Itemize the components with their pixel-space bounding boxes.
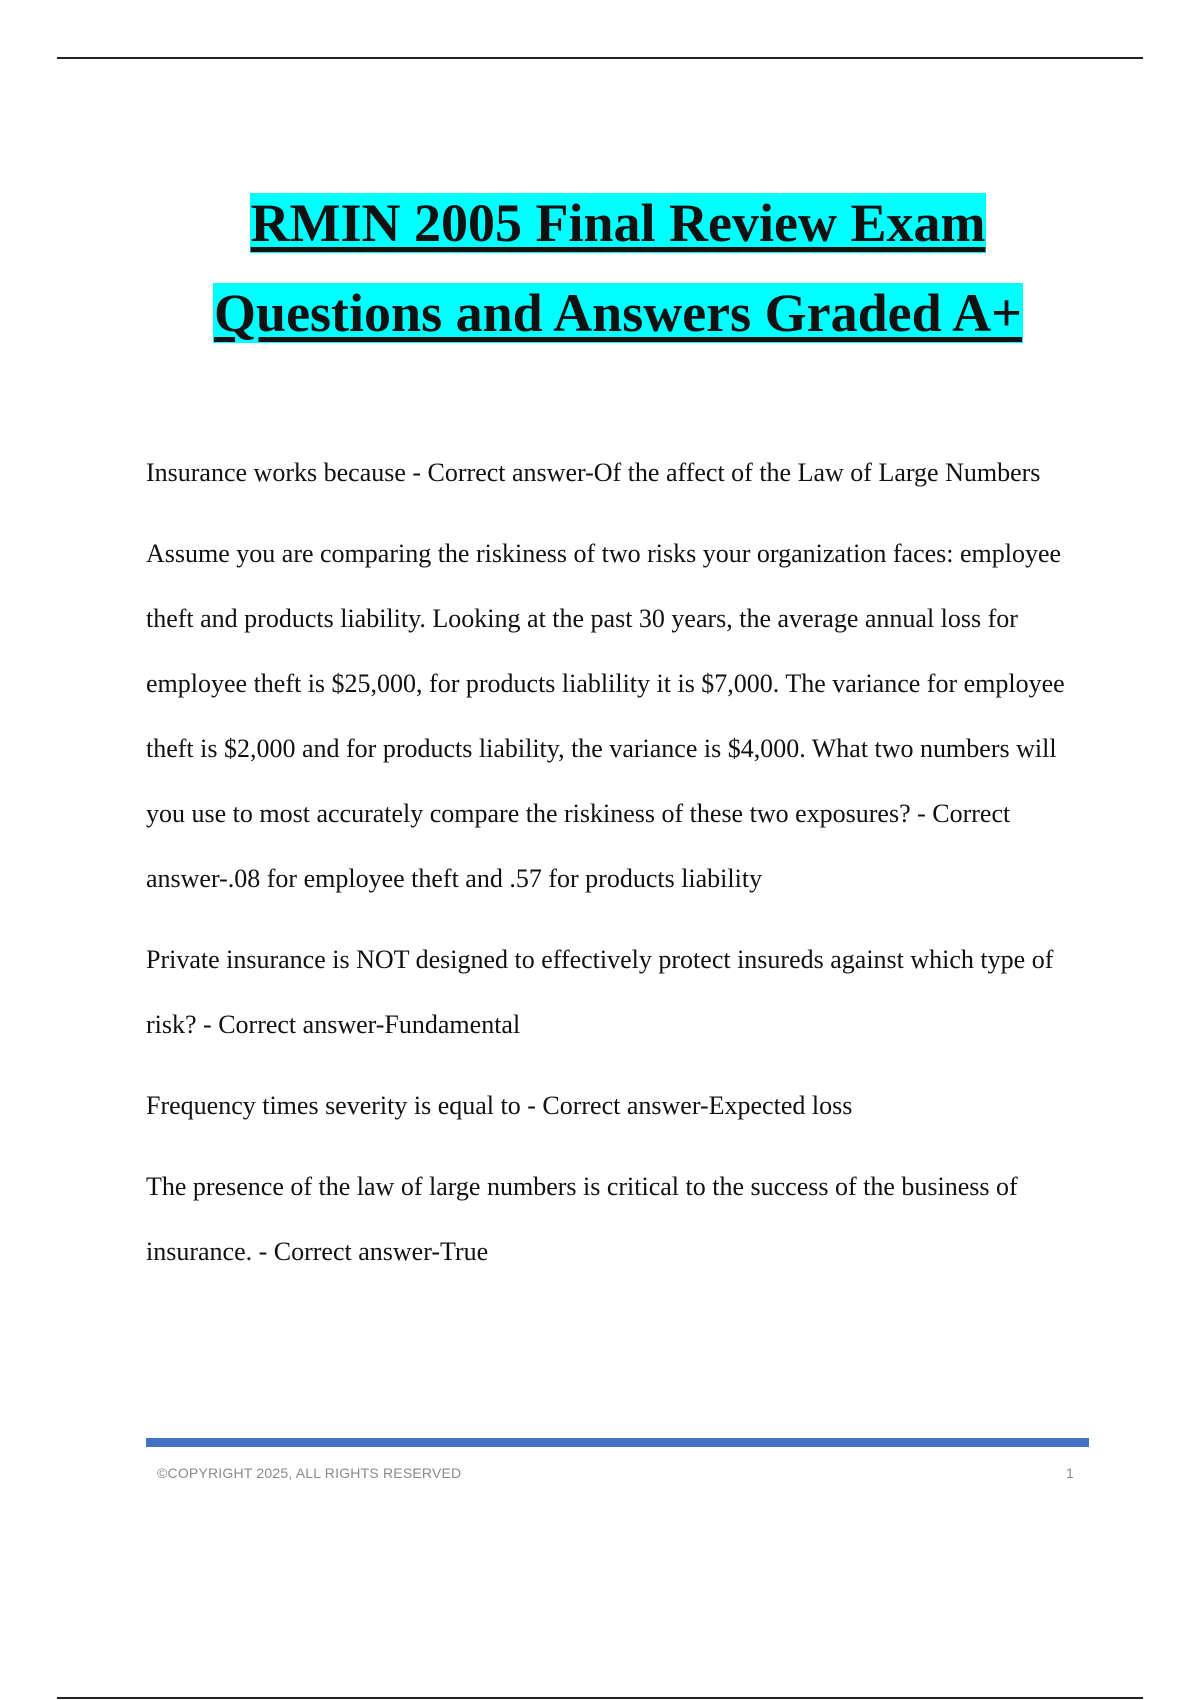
footer-copyright: ©COPYRIGHT 2025, ALL RIGHTS RESERVED: [157, 1465, 462, 1481]
qa-list: [146, 440, 1096, 1300]
footer-bar: [146, 1438, 1089, 1447]
footer-page-number: 1: [1066, 1465, 1074, 1481]
qa-entry-4: Frequency times severity is equal to - Correct answer-Expected loss: [146, 1091, 853, 1120]
title-line-2-text: Questions and Answers Graded A+: [214, 283, 1022, 343]
document-title: [0, 178, 1200, 358]
title-line-1: [0, 178, 1200, 268]
title-line-2: [0, 268, 1200, 358]
qa-entry-3: Private insurance is NOT designed to effectively protect insureds against which type of risk? - Correct answer-Fundamental: [146, 945, 1054, 1039]
bottom-page-rule: [57, 1697, 1143, 1699]
qa-entry-1: Insurance works because - Correct answer-Of the affect of the Law of Large Numbers: [146, 458, 1041, 487]
top-page-rule: [57, 57, 1143, 59]
title-line-1-text: RMIN 2005 Final Review Exam: [250, 193, 986, 253]
qa-entry-2: Assume you are comparing the riskiness of two risks your organization faces: employee theft and products liability. Looking at the past 30 years, the average annual loss for employee theft is $25,000, for products liablility it is $7,000. The variance for employee theft is $2,000 and for products liability, the variance is $4,000. What two numbers will you use to most accurately compare the riskiness of these two exposures? - Correct answer-.08 for employee theft and .57 for products liability: [146, 539, 1065, 893]
qa-entry-5: The presence of the law of large numbers is critical to the success of the business of insurance. - Correct answer-True: [146, 1172, 1018, 1266]
